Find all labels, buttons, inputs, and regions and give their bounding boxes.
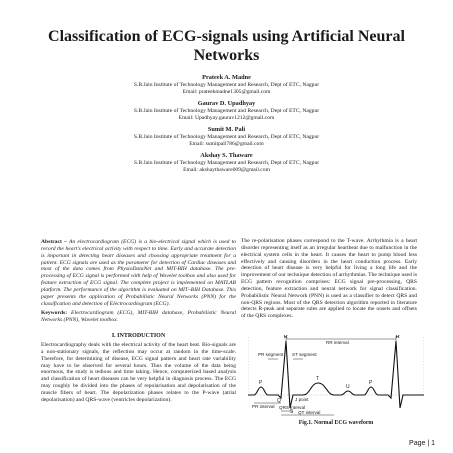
pr-interval-label: PR interval — [252, 404, 275, 409]
q-label: Q — [277, 398, 281, 404]
r-label-2: R — [396, 335, 400, 340]
r-label: R — [284, 335, 288, 340]
figure-caption: Fig.1. Normal ECG waveform — [298, 420, 374, 426]
p-label-2: P — [369, 380, 373, 386]
keywords-label: Keywords: — [41, 310, 68, 317]
author-affiliation: S.B.Jain Institute of Technology Management and Research, Dept of ETC, Nagpur — [133, 82, 320, 88]
author-email: Email: akshaythaware009@gmail.com — [183, 167, 270, 173]
author-affiliation: S.B.Jain Institute of Technology Management and Research, Dept of ETC, Nagpur — [133, 160, 320, 166]
qt-interval-label: QT interval — [298, 410, 321, 415]
j-point-label: J point — [295, 397, 309, 402]
author-name: Akshay S. Thaware — [200, 152, 253, 159]
s-label: S — [290, 409, 294, 415]
author-1 — [90, 74, 363, 96]
page-number: Page | 1 — [409, 440, 435, 447]
keywords-text: Electrocardiogram (ECG), MIT-BIH database, Probabilistic Neural Networks (PNN), Wavelet toolbox. — [41, 310, 236, 324]
paper-title: Classification of ECG-signals using Artificial Neural Networks — [48, 28, 405, 64]
section-heading: I. INTRODUCTION — [111, 333, 166, 340]
ecg-figure — [248, 335, 424, 417]
author-email: Email: sumitpali786@gmail.com — [189, 141, 264, 147]
ecg-waveform-diagram — [248, 335, 424, 417]
u-label: U — [346, 384, 350, 390]
keywords — [41, 310, 236, 324]
pr-segment-label: PR segment — [258, 352, 284, 357]
abstract — [41, 239, 236, 307]
abstract-label: Abstract – — [41, 239, 67, 245]
left-column — [41, 239, 236, 404]
author-3 — [90, 126, 363, 148]
author-4 — [90, 152, 363, 174]
author-block — [90, 74, 363, 178]
rr-label: RR interval — [326, 340, 349, 345]
right-paragraph: The re-polarisation phases correspond to the T-wave. Arrhythmia is a heart disorder representing itself as an irregular heartbeat due to malfunction in the electrical system cells in the heart. It causes the heart to pump blood less effectively and causing disorders in the heart conduction process. Early detection of heart disease is very helpful for living a long life and the improvement of our technique detection of arrhythmias. The technique used is ECG pattern recognition comprises: ECG signal pre-processing, QRS detection, feature extraction and neural network for signal classification. Probabilistic Neural Network (PNN) is used as a classifier to detect QRS and non-QRS regions. Most of the QRS detection algorithm reported in literature detects R-peak and separate rules are applied to locate the onsets and offsets of the QRS complexes. — [241, 238, 417, 320]
author-2 — [90, 100, 363, 122]
qrs-interval-label: QRS interval — [279, 405, 306, 410]
author-name: Prateek A. Madne — [202, 74, 251, 81]
p-label: P — [259, 380, 263, 386]
author-name: Gaurav D. Upadhyay — [197, 100, 256, 107]
st-segment-label: ST segment — [292, 352, 317, 357]
abstract-text: An electrocardiogram (ECG) is a bio-electrical signal which is used to record the heart's electrical activity with respect to time. Early and accurate detection is important in detecting heart diseases and choosing appropriate treatment for a patient. ECG signals are used as the parameter for detection of Cardiac diseases and most of the data comes from PhysioDataNet and MIT-BIH database. The pre-processing of ECG signal is performed with help of Wavelet toolbox and also used for feature extraction of ECG signal. The complete project is implemented on MATLAB platform. The performance of the algorithm is evaluated on MIT–BIH Database. This paper presents the application of Probabilistic Neural Networks (PNN) for the classification and detection of Electrocardiogram (ECG). — [41, 239, 236, 307]
author-name: Sumit M. Pali — [207, 126, 246, 133]
t-label: T — [316, 376, 320, 382]
author-email: Email: prateekmadne1305@gmail.com — [182, 89, 271, 95]
intro-paragraph: Electrocardiography deals with the electrical activity of the heart beat. Bio-signals are a non-stationary signals, the reflection may occur at random in the time-scale. Therefore, for determining of disease, ECG signal pattern and heart rate variability may have to be observed for several hours. Thus the volume of the data being enormous, the study is tedious and time taking. Hence, computerized based analysis and classification of heart diseases can be very helpful in diagnosis process. The ECG may roughly be divided into the phases of repolarisation and depolarisation of the muscle fibers of heart. The depolarization phases relates to the P-wave (atrial depolarisation) and QRS-wave (ventricles depolarization). — [41, 341, 236, 403]
right-column — [241, 238, 417, 320]
author-affiliation: S.B.Jain Institute of Technology Management and Research, Dept of ETC, Nagpur — [133, 108, 320, 114]
author-email: Email: Upadhyay.gaurav1212@gmail.com — [178, 115, 275, 121]
author-affiliation: S.B.Jain Institute of Technology Management and Research, Dept of ETC, Nagpur — [133, 134, 320, 140]
